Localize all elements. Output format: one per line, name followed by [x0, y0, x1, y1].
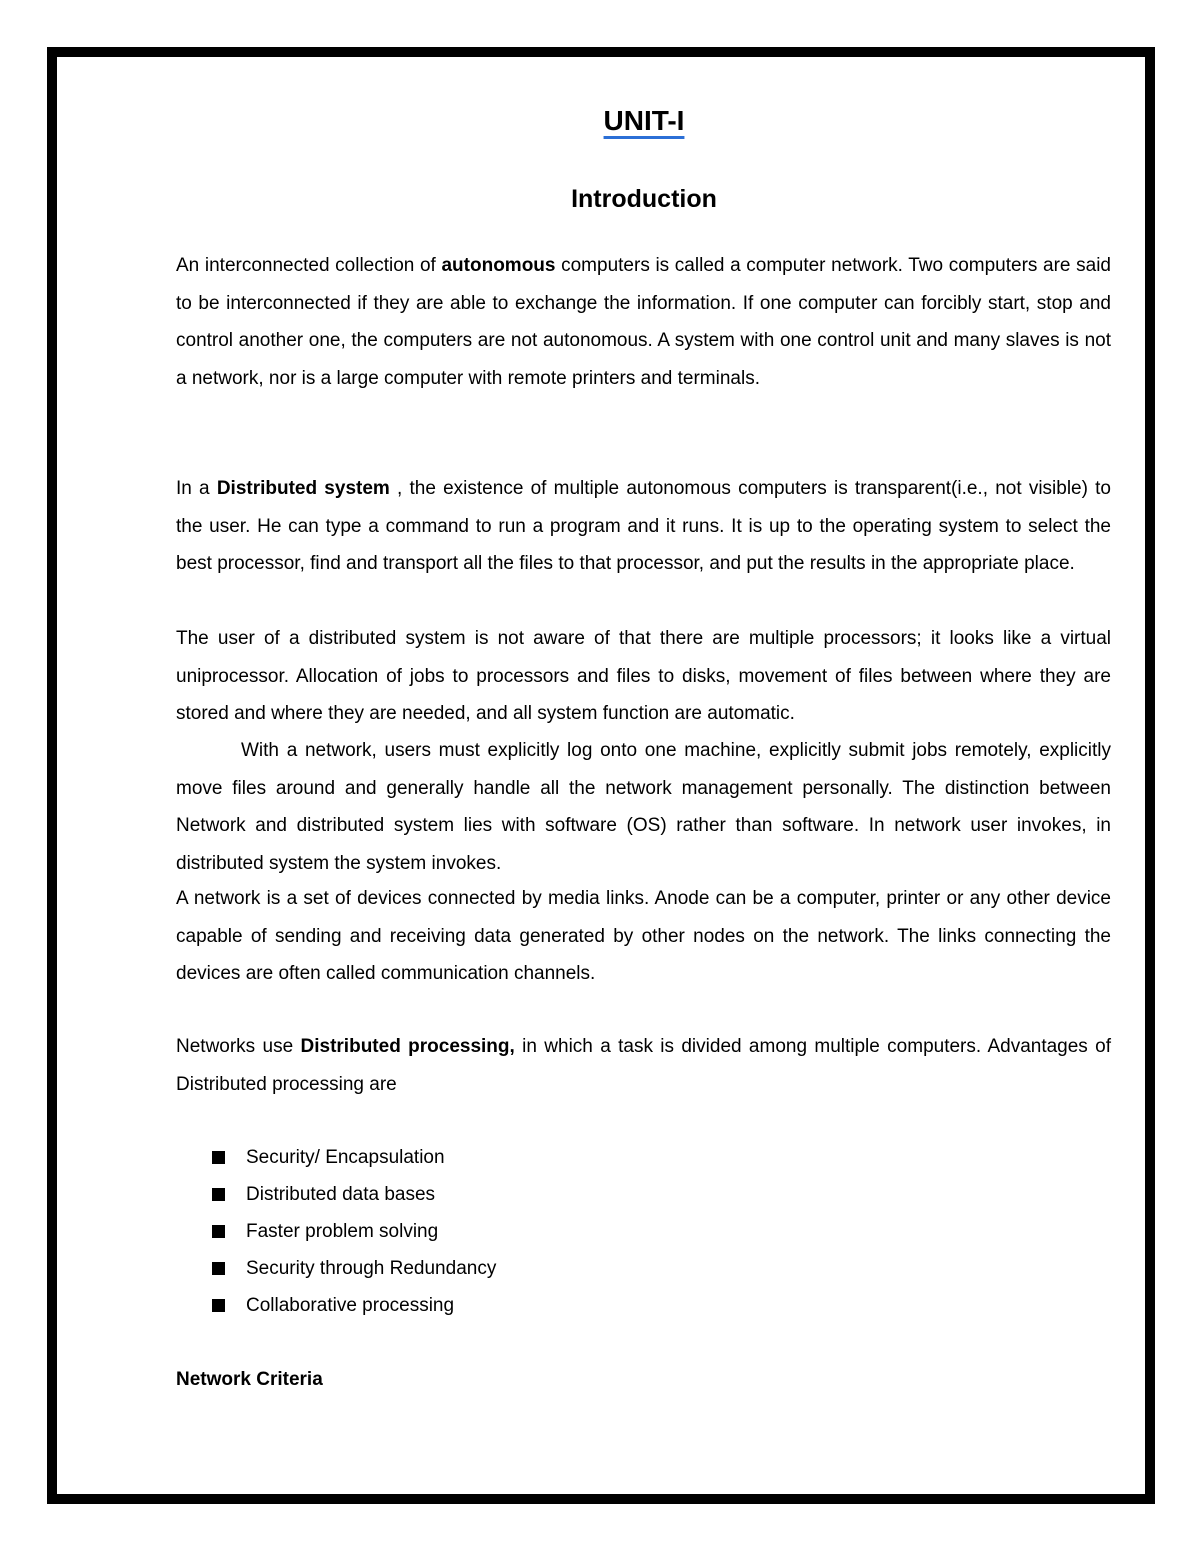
- paragraph-user-awareness: The user of a distributed system is not aware of that there are multiple processors; it looks like a virtual uniprocessor. Allocation of jobs to processors and files to disks, movement of files between where they are stored and where they are needed, and all system function are automatic.: [176, 628, 1111, 724]
- square-bullet-icon: [212, 1225, 225, 1238]
- unit-title-text: UNIT-I: [603, 105, 685, 136]
- list-item: Security/ Encapsulation: [212, 1139, 496, 1176]
- paragraph-distributed-processing: Networks use Distributed processing, in which a task is divided among multiple computers. Advantages of Distributed processing are: [176, 1036, 1112, 1095]
- advantages-list: [212, 1139, 496, 1324]
- list-item: Security through Redundancy: [212, 1250, 496, 1287]
- list-item: Distributed data bases: [212, 1176, 496, 1213]
- bold-term-distributed-processing: Distributed processing,: [300, 1036, 515, 1057]
- paragraph-definition: An interconnected collection of autonomous computers is called a computer network. Two computers are said to be interconnected if they are able to exchange the information. If one computer can forcibly start, stop and control another one, the computers are not autonomous. A system with one control unit and many slaves is not a network, nor is a large computer with remote printers and terminals.: [176, 255, 1111, 389]
- bold-term-autonomous: autonomous: [441, 255, 556, 276]
- square-bullet-icon: [212, 1188, 225, 1201]
- square-bullet-icon: [212, 1299, 225, 1312]
- paragraph-network-definition: A network is a set of devices connected by media links. Anode can be a computer, printer or any other device capable of sending and receiving data generated by other nodes on the network. The links connecting the devices are often called communication channels.: [176, 888, 1111, 984]
- square-bullet-icon: [212, 1151, 225, 1164]
- list-item: Collaborative processing: [212, 1287, 496, 1324]
- network-criteria-heading: Network Criteria: [176, 1369, 323, 1390]
- bold-term-distributed-system: Distributed system: [216, 478, 390, 499]
- unit-title: [0, 103, 1200, 139]
- square-bullet-icon: [212, 1262, 225, 1275]
- paragraph-distributed-system: In a Distributed system , the existence of multiple autonomous computers is transparent(i.e., not visible) to the user. He can type a command to run a program and it runs. It is up to the operating system to select the best processor, find and transport all the files to that processor, and put the results in the appropriate place.: [176, 478, 1111, 574]
- paragraph-network-vs-distributed: With a network, users must explicitly log onto one machine, explicitly submit jobs remotely, explicitly move files around and generally handle all the network management personally. The distinction between Network and distributed system lies with software (OS) rather than software. In network user invokes, in distributed system the system invokes.: [176, 740, 1111, 874]
- section-title: Introduction: [571, 185, 717, 213]
- list-item: Faster problem solving: [212, 1213, 496, 1250]
